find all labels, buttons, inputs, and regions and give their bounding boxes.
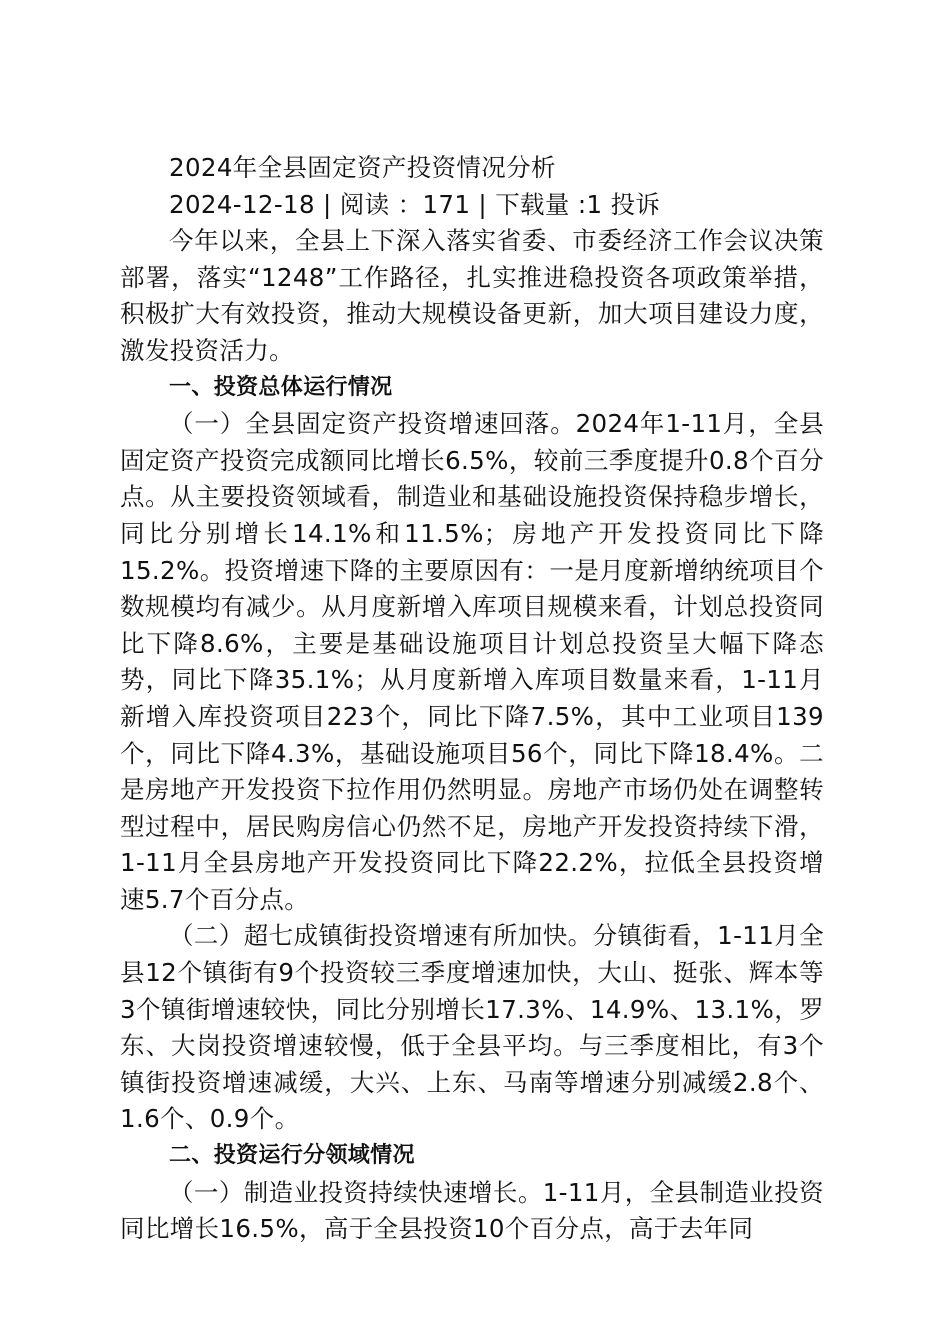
complaint-link[interactable]: 投诉 bbox=[610, 189, 661, 219]
section-heading-by-sector: 二、投资运行分领域情况 bbox=[169, 1143, 415, 1169]
paragraph-investment-growth: （一）全县固定资产投资增速回落。2024年1-11月，全县固定资产投资完成额同比增长6.5%，较前三季度提升0.8个百分点。从主要投资领域看，制造业和基础设施投资保持稳步增长，同比分别增长14.1%和11.5%；房地产开发投资同比下降15.2%。投资增速下降的主要原因有：一是月度新增纳统项目个数规模均有减少。从月度新增入库项目规模来看，计划总投资同比下降8.6%，主要是基础设施项目计划总投资呈大幅下降态势，同比下降35.1%；从月度新增入库项目数量来看，1-11月新增入库投资项目223个，同比下降7.5%，其中工业项目139个，同比下降4.3%，基础设施项目56个，同比下降18.4%。二是房地产开发投资下拉作用仍然明显。房地产市场仍处在调整转型过程中，居民购房信心仍然不足，房地产开发投资持续下滑，1-11月全县房地产开发投资同比下降22.2%，拉低全县投资增速5.7个百分点。 bbox=[120, 409, 824, 914]
document-body bbox=[120, 150, 824, 1248]
section-heading-overall: 一、投资总体运行情况 bbox=[169, 374, 393, 400]
read-count: 阅读 ：171 bbox=[339, 189, 471, 219]
download-count: 下载量 :1 bbox=[495, 189, 603, 219]
paragraph-town-investment: （二）超七成镇街投资增速有所加快。分镇街看，1-11月全县12个镇街有9个投资较三季度增速加快，大山、挺张、辉本等3个镇街增速较快，同比分别增长17.3%、14.9%、13.1%，罗东、大岗投资增速较慢，低于全县平均。与三季度相比，有3个镇街投资增速减缓，大兴、上东、马南等增速分别减缓2.8个、1.6个、0.9个。 bbox=[120, 921, 824, 1134]
paragraph-manufacturing: （一）制造业投资持续快速增长。1-11月，全县制造业投资同比增长16.5%，高于全县投资10个百分点，高于去年同 bbox=[120, 1177, 824, 1244]
document-title: 2024年全县固定资产投资情况分析 bbox=[169, 153, 556, 182]
intro-paragraph: 今年以来，全县上下深入落实省委、市委经济工作会议决策部署，落实“1248”工作路径，扎实推进稳投资各项政策举措，积极扩大有效投资，推动大规模设备更新，加大项目建设力度，激发投资活力。 bbox=[120, 226, 824, 365]
publish-date: 2024-12-18 bbox=[169, 189, 315, 219]
document-meta: 2024-12-18 | 阅读 ：171 | 下载量 :1 投诉 bbox=[169, 189, 661, 219]
